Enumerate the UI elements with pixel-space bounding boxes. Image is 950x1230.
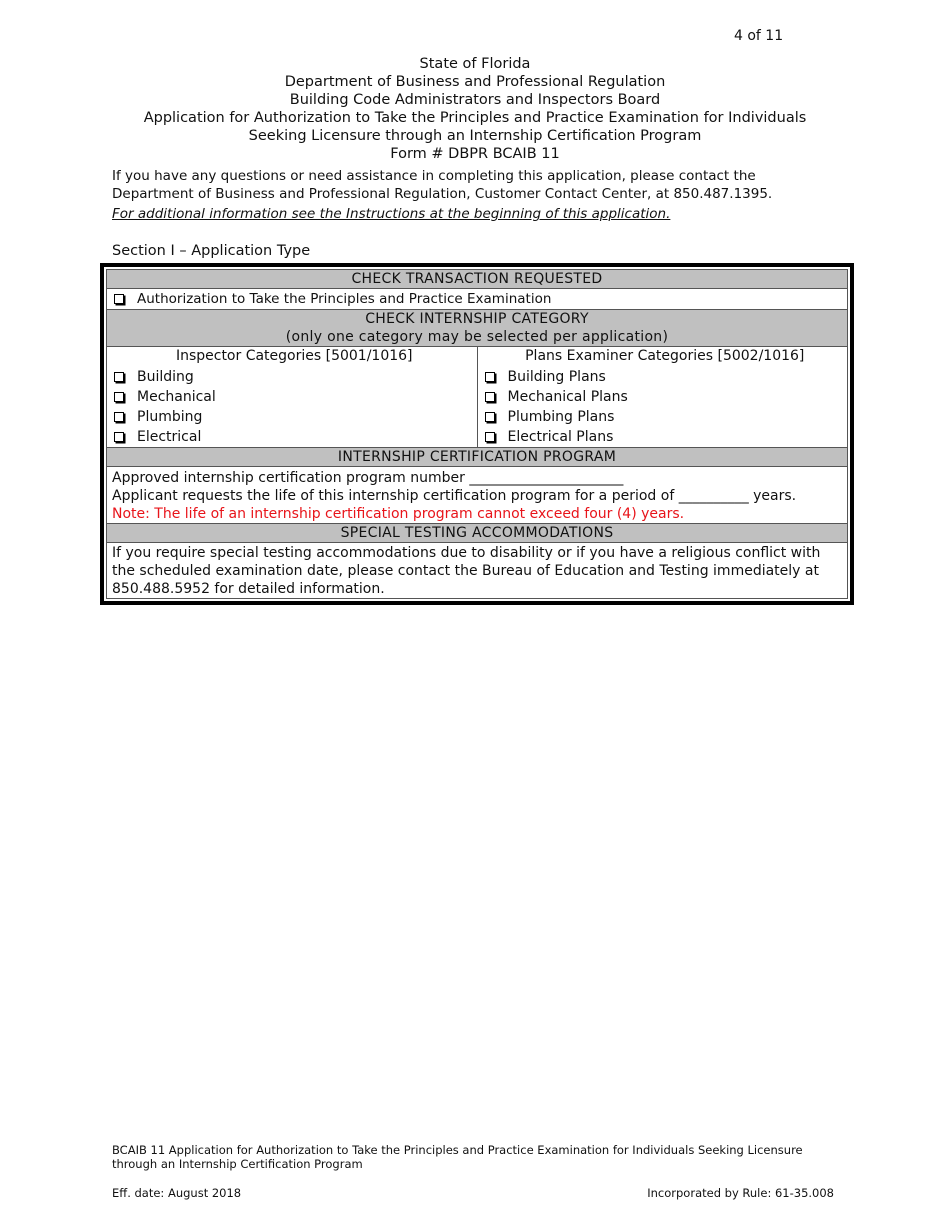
transaction-option[interactable]	[107, 289, 847, 310]
item-label: Building	[137, 369, 194, 385]
inspector-item-building[interactable]	[112, 367, 477, 387]
header-form-number: Form # DBPR BCAIB 11	[390, 146, 560, 162]
internship-program-header: INTERNSHIP CERTIFICATION PROGRAM	[107, 448, 847, 467]
internship-category-title: CHECK INTERNSHIP CATEGORY	[365, 311, 589, 327]
category-columns	[107, 347, 847, 448]
item-label: Building Plans	[507, 369, 606, 385]
checkbox-building-plans[interactable]	[485, 372, 495, 382]
program-period-note: Note: The life of an internship certification program cannot exceed four (4) years.	[112, 506, 685, 522]
inspector-categories	[107, 347, 477, 447]
form-header	[0, 55, 950, 163]
page-number: 4 of 11	[734, 28, 784, 44]
contact-text-2: Department of Business and Professional Regulation, Customer Contact Center, at 850.487.1395.	[112, 185, 773, 202]
internship-program-section	[107, 467, 847, 524]
plans-item-electrical[interactable]	[483, 427, 848, 447]
plans-item-plumbing[interactable]	[483, 407, 848, 427]
checkbox-plumbing[interactable]	[114, 412, 124, 422]
transaction-header: CHECK TRANSACTION REQUESTED	[107, 270, 847, 289]
inspector-item-mechanical[interactable]	[112, 387, 477, 407]
item-label: Plumbing Plans	[507, 409, 615, 425]
contact-info	[112, 168, 832, 224]
special-testing-header: SPECIAL TESTING ACCOMMODATIONS	[107, 524, 847, 543]
checkbox-mechanical-plans[interactable]	[485, 392, 495, 402]
internship-category-header	[107, 310, 847, 347]
checkbox-electrical-plans[interactable]	[485, 432, 495, 442]
footer-form-title: BCAIB 11 Application for Authorization to Take the Principles and Practice Examination for Individuals Seeking Licensure through an Internship Certification Program	[112, 1143, 803, 1171]
item-label: Plumbing	[137, 409, 203, 425]
header-state: State of Florida	[419, 56, 531, 72]
header-board: Building Code Administrators and Inspectors Board	[289, 92, 661, 108]
inspector-item-plumbing[interactable]	[112, 407, 477, 427]
plans-examiner-categories	[477, 347, 848, 447]
inspector-item-electrical[interactable]	[112, 427, 477, 447]
checkbox-mechanical[interactable]	[114, 392, 124, 402]
item-label: Electrical Plans	[507, 429, 614, 445]
plans-examiner-categories-title: Plans Examiner Categories [5002/1016]	[525, 348, 805, 364]
footer-effective-date: Eff. date: August 2018	[112, 1186, 242, 1200]
program-number-field[interactable]: Approved internship certification program number ______________________	[112, 470, 624, 486]
inspector-categories-title: Inspector Categories [5001/1016]	[175, 348, 413, 364]
header-application-title: Application for Authorization to Take the Principles and Practice Examination for Individuals	[143, 110, 807, 126]
program-period-field[interactable]: Applicant requests the life of this internship certification program for a period of __________ years.	[112, 488, 797, 504]
plans-item-building[interactable]	[483, 367, 848, 387]
special-testing-text: If you require special testing accommodations due to disability or if you have a religious conflict with the scheduled examination date, please contact the Bureau of Education and Testing immediately at 850.488.5952 for detailed information.	[112, 545, 821, 597]
footer-rule: Incorporated by Rule: 61-35.008	[647, 1186, 834, 1200]
item-label: Mechanical	[137, 389, 216, 405]
contact-text-1: If you have any questions or need assistance in completing this application, please contact the	[112, 168, 756, 184]
section-title: Section I – Application Type	[112, 243, 311, 259]
item-label: Electrical	[137, 429, 202, 445]
transaction-option-label: Authorization to Take the Principles and Practice Examination	[137, 291, 552, 307]
header-application-subtitle: Seeking Licensure through an Internship Certification Program	[248, 128, 702, 144]
checkbox-plumbing-plans[interactable]	[485, 412, 495, 422]
additional-info-note: For additional information see the Instructions at the beginning of this application.	[112, 206, 671, 222]
header-department: Department of Business and Professional Regulation	[284, 74, 666, 90]
checkbox-building[interactable]	[114, 372, 124, 382]
plans-item-mechanical[interactable]	[483, 387, 848, 407]
item-label: Mechanical Plans	[507, 389, 628, 405]
internship-category-subtitle: (only one category may be selected per application)	[285, 329, 669, 345]
checkbox-authorization[interactable]	[114, 294, 124, 304]
application-type-box	[100, 263, 854, 605]
checkbox-electrical[interactable]	[114, 432, 124, 442]
